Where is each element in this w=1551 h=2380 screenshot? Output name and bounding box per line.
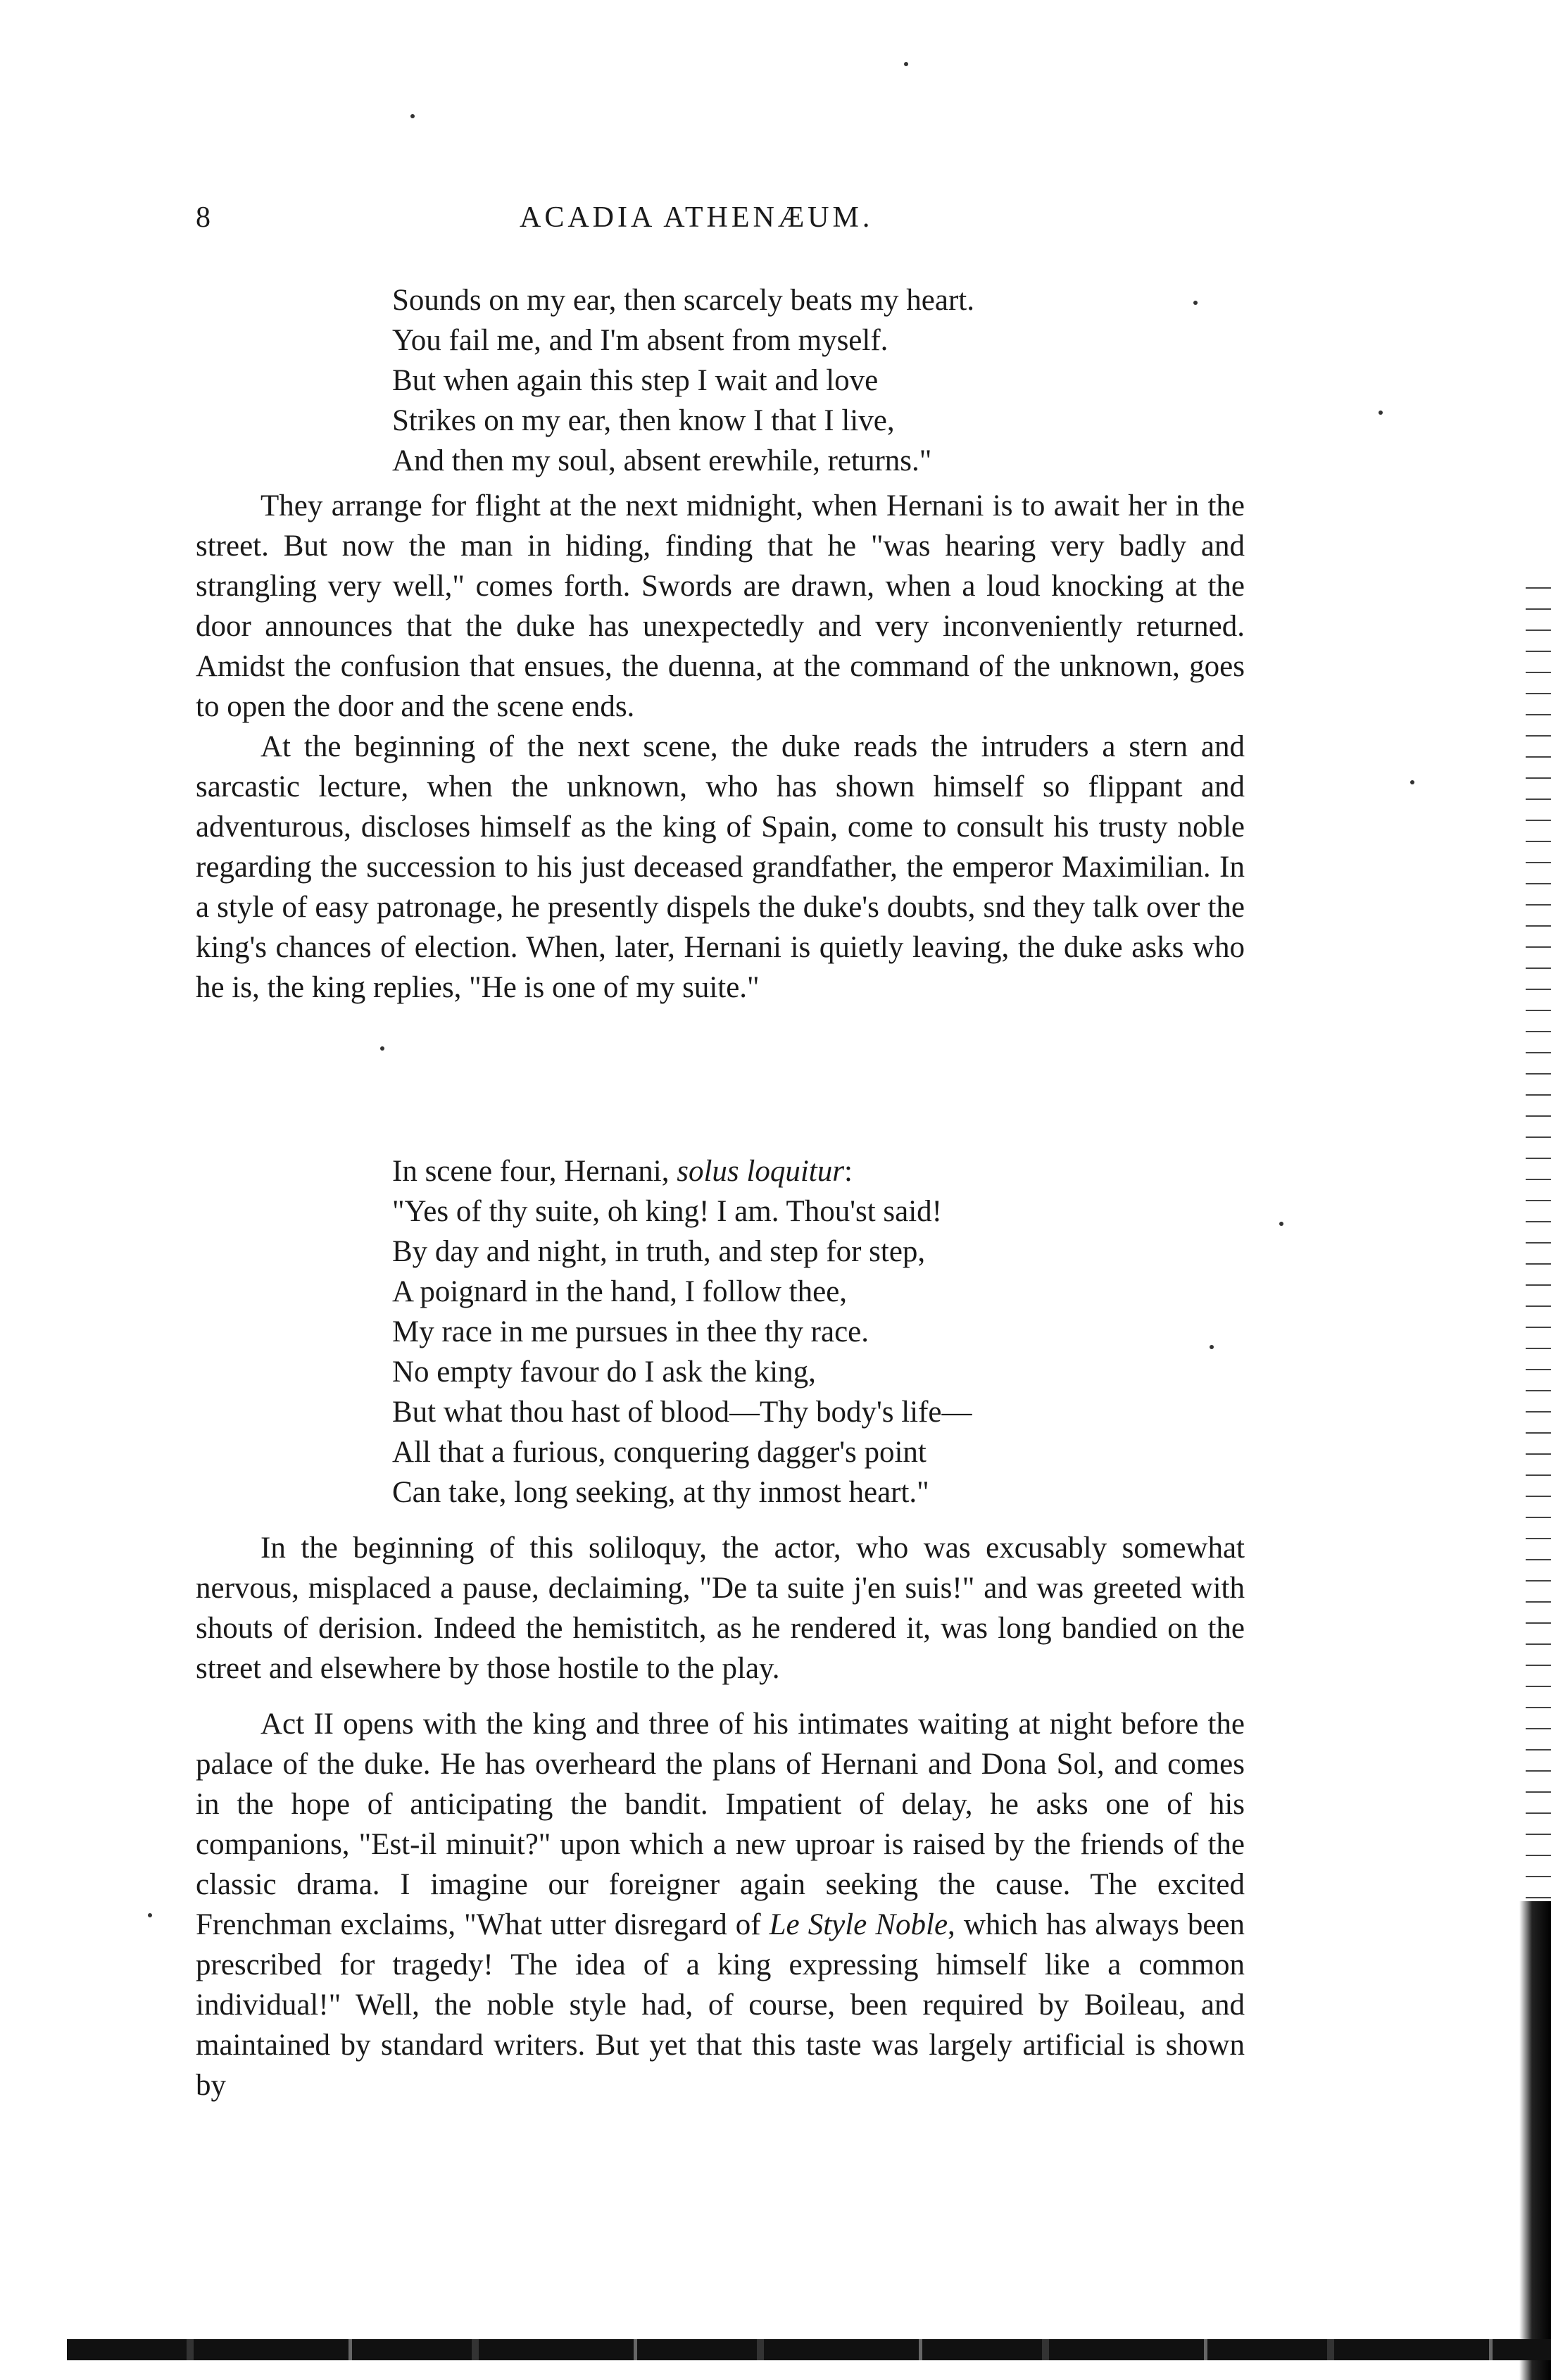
verse-line: You fail me, and I'm absent from myself.	[392, 324, 888, 357]
italic-run: Le Style Noble	[769, 1908, 948, 1941]
paragraph-gap	[196, 1689, 1245, 1704]
verse-line: My race in me pursues in thee thy race.	[392, 1315, 869, 1348]
scan-speck	[1379, 411, 1383, 415]
scan-speck	[148, 1913, 152, 1917]
verse-intro-prefix: In scene four, Hernani,	[392, 1155, 677, 1188]
scan-edge-shadow	[1519, 1901, 1551, 2380]
page-header	[196, 201, 1252, 243]
verse-line: Sounds on my ear, then scarcely beats my heart.	[392, 284, 974, 317]
verse-intro-suffix: :	[843, 1155, 853, 1188]
verse-intro	[392, 1151, 972, 1191]
verse-line: All that a furious, conquering dagger's point	[392, 1436, 927, 1469]
verse-intro-italic: solus loquitur	[677, 1155, 844, 1188]
prose-block-two	[196, 1528, 1245, 2105]
verse-line: But what thou hast of blood—Thy body's life—	[392, 1396, 972, 1429]
text-run: , which has always been prescribed for tragedy! The idea of a king expressing himself like a common individual!" Well, the noble style had, of course, been required by Boileau, and maintained by standard writers. But yet that this taste was largely artificial is shown by	[196, 1908, 1245, 2102]
verse-line: A poignard in the hand, I follow thee,	[392, 1275, 848, 1308]
verse-line: But when again this step I wait and love	[392, 364, 879, 397]
running-head: ACADIA ATHENÆUM.	[520, 201, 874, 234]
scan-speck	[1193, 301, 1198, 305]
verse-line: Strikes on my ear, then know I that I live,	[392, 404, 895, 437]
verse-line: And then my soul, absent erewhile, returns."	[392, 444, 932, 477]
scan-speck	[1210, 1345, 1214, 1349]
verse-block-one	[392, 280, 974, 481]
paragraph: In the beginning of this soliloquy, the actor, who was excusably somewhat nervous, misplaced a pause, declaiming, "De ta suite j'en suis!" and was greeted with shouts of derision. Indeed the hemistitch, as he rendered it, was long bandied on the street and elsewhere by those hostile to the play.	[196, 1532, 1245, 1685]
verse-block-two	[392, 1151, 972, 1512]
prose-block-one	[196, 486, 1245, 1008]
paragraph: They arrange for flight at the next midnight, when Hernani is to await her in the street. But now the man in hiding, finding that he "was hearing very badly and strangling very well," comes forth. Swords are drawn, when a loud knocking at the door announces that the duke has unexpectedly and very inconveniently returned. Amidst the confusion that ensues, the duenna, at the command of the unknown, goes to open the door and the scene ends.	[196, 489, 1245, 723]
verse-line: No empty favour do I ask the king,	[392, 1355, 816, 1389]
scan-speck	[904, 62, 908, 66]
page-number: 8	[196, 201, 211, 234]
paragraph: At the beginning of the next scene, the duke reads the intruders a stern and sarcastic lecture, when the unknown, who has shown himself so flippant and adventurous, discloses himself as the king of Spain, come to consult his trusty noble regarding the succession to his just deceased grandfather, the emperor Maximilian. In a style of easy patronage, he presently dispels the duke's doubts, snd they talk over the king's chances of election. When, later, Hernani is quietly leaving, the duke asks who he is, the king replies, "He is one of my suite."	[196, 730, 1245, 1004]
scan-speck	[380, 1046, 384, 1051]
paragraph-last	[196, 1704, 1245, 2105]
text-run: Act II opens with the king and three of his intimates waiting at night before the palace of the duke. He has overheard the plans of Hernani and Dona Sol, and comes in the hope of anticipating the bandit. Impatient of delay, he asks one of his companions, "Est-il minuit?" upon which a new uproar is raised by the friends of the classic drama. I imagine our foreigner again seeking the cause. The excited Frenchman exclaims, "What utter disregard of	[196, 1708, 1245, 1941]
verse-line: By day and night, in truth, and step for step,	[392, 1235, 926, 1268]
verse-line: "Yes of thy suite, oh king! I am. Thou'st said!	[392, 1195, 942, 1228]
scan-speck	[1279, 1222, 1283, 1226]
verse-line: Can take, long seeking, at thy inmost heart."	[392, 1476, 929, 1509]
scan-speck	[1410, 780, 1414, 784]
scan-bottom-bar	[67, 2339, 1551, 2360]
scan-speck	[410, 114, 415, 118]
